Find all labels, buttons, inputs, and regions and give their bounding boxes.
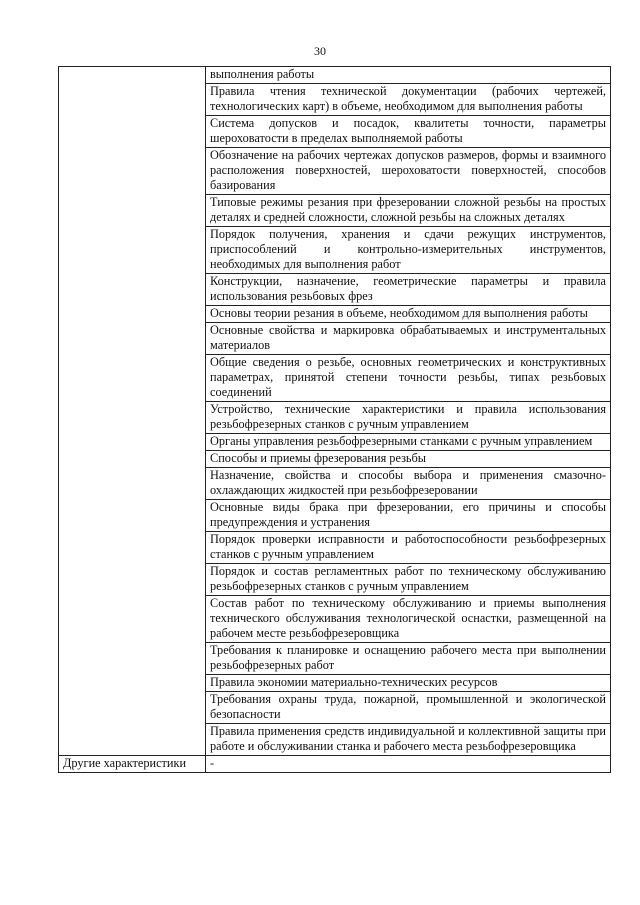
other-characteristics-label: Другие характеристики bbox=[59, 756, 206, 773]
table-cell: Состав работ по техническому обслуживанию и приемы выполнения технического обслуживания технологической оснастки, размещенной на рабочем месте резьбофрезеровщика bbox=[206, 596, 611, 643]
table-cell: Правила экономии материально-технических ресурсов bbox=[206, 675, 611, 692]
table-cell: Назначение, свойства и способы выбора и применения смазочно-охлаждающих жидкостей при резьбофрезеровании bbox=[206, 468, 611, 500]
table-cell: Порядок и состав регламентных работ по техническому обслуживанию резьбофрезерных станков с ручным управлением bbox=[206, 564, 611, 596]
page-number: 30 bbox=[314, 44, 326, 58]
table-cell: Типовые режимы резания при фрезеровании сложной резьбы на простых деталях и средней сложности, сложной резьбы на сложных деталях bbox=[206, 195, 611, 227]
table-cell: Основные виды брака при фрезеровании, его причины и способы предупреждения и устранения bbox=[206, 500, 611, 532]
table-left-cell-empty bbox=[59, 67, 206, 756]
table-cell: Порядок получения, хранения и сдачи режущих инструментов, приспособлений и контрольно-измерительных инструментов, необходимых для выполнения работ bbox=[206, 227, 611, 274]
table-cell: Общие сведения о резьбе, основных геометрических и конструктивных параметрах, принятой степени точности резьбы, типах резьбовых соединений bbox=[206, 355, 611, 402]
other-characteristics-section bbox=[59, 756, 611, 773]
table-cell: Способы и приемы фрезерования резьбы bbox=[206, 451, 611, 468]
table-row-other bbox=[59, 756, 611, 773]
table-cell: Органы управления резьбофрезерными станками с ручным управлением bbox=[206, 434, 611, 451]
table-row bbox=[59, 67, 611, 84]
knowledge-table-body bbox=[59, 67, 611, 756]
table-cell: Основные свойства и маркировка обрабатываемых и инструментальных материалов bbox=[206, 323, 611, 355]
table-cell: Правила чтения технической документации (рабочих чертежей, технологических карт) в объеме, необходимом для выполнения работы bbox=[206, 84, 611, 116]
table-cell: Система допусков и посадок, квалитеты точности, параметры шероховатости в пределах выполняемой работы bbox=[206, 116, 611, 148]
table-cell: Порядок проверки исправности и работоспособности резьбофрезерных станков с ручным управлением bbox=[206, 532, 611, 564]
other-characteristics-value: - bbox=[206, 756, 611, 773]
table-cell: Правила применения средств индивидуальной и коллективной защиты при работе и обслуживании станка и рабочего места резьбофрезеровщика bbox=[206, 724, 611, 756]
table-cell: выполнения работы bbox=[206, 67, 611, 84]
knowledge-table bbox=[58, 66, 611, 773]
table-cell: Устройство, технические характеристики и правила использования резьбофрезерных станков с ручным управлением bbox=[206, 402, 611, 434]
table-cell: Требования охраны труда, пожарной, промышленной и экологической безопасности bbox=[206, 692, 611, 724]
table-cell: Основы теории резания в объеме, необходимом для выполнения работы bbox=[206, 306, 611, 323]
table-cell: Требования к планировке и оснащению рабочего места при выполнении резьбофрезерных работ bbox=[206, 643, 611, 675]
table-cell: Конструкции, назначение, геометрические параметры и правила использования резьбовых фрез bbox=[206, 274, 611, 306]
table-cell: Обозначение на рабочих чертежах допусков размеров, формы и взаимного расположения поверхностей, шероховатости поверхностей, способов базирования bbox=[206, 148, 611, 195]
